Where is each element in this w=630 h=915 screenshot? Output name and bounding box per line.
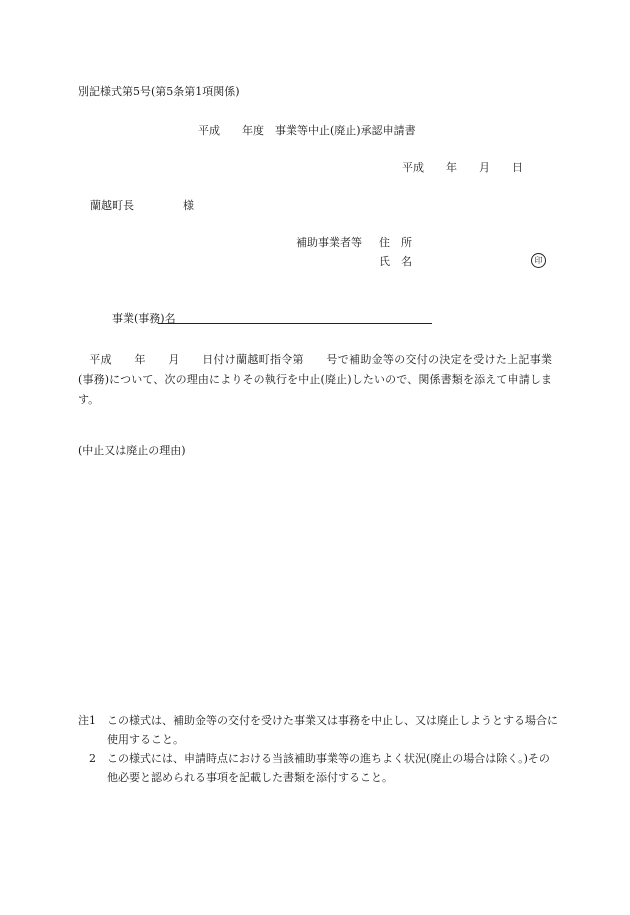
document-title: 平成 年度 事業等中止(廃止)承認申請書: [198, 124, 416, 137]
note-text: この様式は、補助金等の交付を受けた事業又は事務を中止し、又は廃止しようとする場合に使用すること。: [107, 714, 558, 746]
note-item: [78, 749, 558, 787]
applicant-label: 補助事業者等: [296, 236, 362, 249]
form-number: 別記様式第5号(第5条第1項関係): [78, 85, 240, 98]
notes-section: [78, 711, 558, 787]
date-line: 平成 年 月 日: [402, 161, 523, 174]
note-number: 注1: [78, 714, 96, 727]
seal-mark: 印: [531, 253, 546, 268]
project-name-underline: [158, 323, 432, 324]
addressee: 蘭越町長: [90, 199, 134, 212]
project-name-label: 事業(事務)名: [112, 312, 176, 325]
note-text: この様式には、申請時点における当該補助事業等の進ちよく状況(廃止の場合は除く。)その他必要と認められる事項を記載した書類を添付すること。: [107, 752, 550, 784]
note-item: [78, 711, 558, 749]
note-number: 2: [89, 752, 96, 765]
address-label: 住 所: [379, 236, 412, 249]
name-label: 氏 名: [379, 255, 412, 268]
addressee-honorific: 様: [183, 199, 194, 212]
reason-heading: (中止又は廃止の理由): [78, 444, 186, 457]
request-body-text: 平成 年 月 日付け蘭越町指令第 号で補助金等の交付の決定を受けた上記事業(事務)について、次の理由によりその執行を中止(廃止)したいので、関係書類を添えて申請します。: [78, 353, 552, 406]
